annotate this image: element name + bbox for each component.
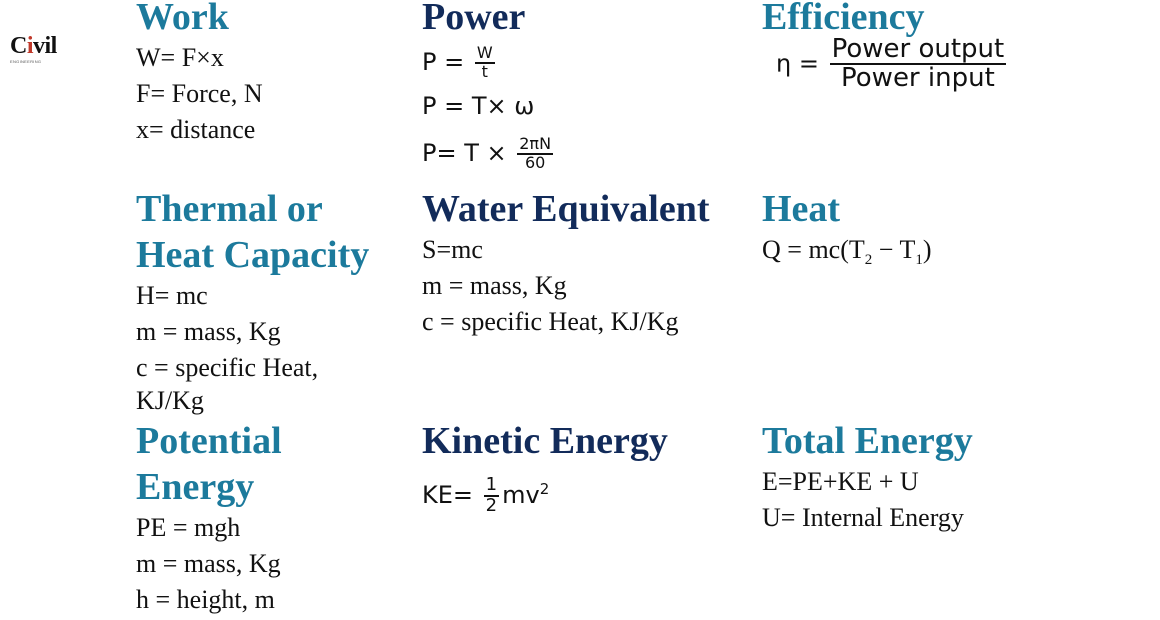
- logo-letter-i: i: [26, 33, 34, 59]
- power-formula-torque: P = T× ω: [422, 92, 535, 120]
- potential-mass-def: m = mass, Kg: [136, 549, 281, 578]
- thermal-capacity-section: [136, 186, 369, 416]
- efficiency-fraction: [830, 36, 1007, 93]
- kinetic-fraction-half: [484, 476, 499, 516]
- efficiency-title: Efficiency: [762, 0, 925, 38]
- kinetic-title: Kinetic Energy: [422, 420, 668, 462]
- potential-title-line1: Potential: [136, 420, 282, 462]
- heat-title: Heat: [762, 188, 841, 230]
- heat-section: [762, 186, 932, 278]
- heat-formula-mid: − T: [872, 235, 916, 264]
- power-formula-1-lhs: P =: [422, 48, 472, 76]
- power-formula-rpm: [422, 128, 556, 178]
- power-fraction-w-t: [475, 45, 495, 81]
- total-energy-title: Total Energy: [762, 420, 973, 462]
- power-formula-work-time: [422, 40, 556, 84]
- kinetic-formula: [422, 464, 668, 514]
- work-distance-def: x= distance: [136, 115, 256, 144]
- thermal-mass-def: m = mass, Kg: [136, 317, 281, 346]
- water-equivalent-section: [422, 186, 710, 340]
- heat-formula: [762, 232, 932, 278]
- power-formula-3-lhs: P= T ×: [422, 139, 515, 167]
- potential-height-def: h = height, m: [136, 585, 275, 614]
- efficiency-power-input: Power input: [841, 63, 995, 94]
- thermal-title-line2: Heat Capacity: [136, 234, 370, 276]
- potential-energy-section: [136, 418, 282, 618]
- power-fraction-denominator: t: [481, 62, 488, 81]
- total-energy-section: [762, 418, 973, 536]
- kinetic-exponent: 2: [539, 480, 550, 498]
- work-section: [136, 0, 263, 148]
- heat-subscript-2: 2: [864, 252, 873, 269]
- kinetic-fraction-numerator: 1: [485, 474, 498, 496]
- efficiency-lhs: η =: [776, 49, 827, 78]
- power-section: [422, 0, 556, 178]
- work-formula: W= F×x: [136, 43, 224, 72]
- efficiency-section: [762, 0, 1009, 93]
- kinetic-energy-section: [422, 418, 668, 514]
- power-fraction-2pin: 2πN: [519, 134, 552, 154]
- potential-formula: PE = mgh: [136, 513, 241, 542]
- logo-letter-c: C: [10, 33, 27, 59]
- kinetic-fraction-denominator: 2: [485, 495, 498, 516]
- heat-subscript-1: 1: [915, 252, 923, 269]
- water-equivalent-title: Water Equivalent: [422, 188, 710, 230]
- internal-energy-def: U= Internal Energy: [762, 503, 964, 532]
- water-formula: S=mc: [422, 235, 483, 264]
- total-energy-formula: E=PE+KE + U: [762, 467, 919, 496]
- thermal-specific-heat-def: c = specific Heat,: [136, 353, 319, 382]
- kinetic-lhs: KE=: [422, 481, 481, 509]
- water-mass-def: m = mass, Kg: [422, 271, 567, 300]
- power-fraction-60: 60: [524, 153, 546, 172]
- power-fraction-2pin-60: [517, 136, 553, 172]
- work-force-def: F= Force, N: [136, 79, 263, 108]
- water-specific-heat-def: c = specific Heat, KJ/Kg: [422, 307, 679, 336]
- thermal-title-line1: Thermal or: [136, 188, 323, 230]
- kinetic-mv: mv: [502, 481, 540, 509]
- civil-logo: [10, 34, 72, 68]
- efficiency-formula: [762, 36, 1009, 93]
- heat-formula-pre: Q = mc(T: [762, 235, 865, 264]
- potential-title-line2: Energy: [136, 466, 255, 508]
- power-title: Power: [422, 0, 526, 38]
- thermal-formula: H= mc: [136, 281, 208, 310]
- work-title: Work: [136, 0, 229, 38]
- logo-subtitle: ENGINEERING: [10, 59, 42, 64]
- heat-formula-post: ): [922, 235, 932, 264]
- thermal-specific-heat-unit: KJ/Kg: [136, 386, 204, 415]
- power-fraction-numerator: W: [476, 43, 493, 63]
- logo-wordmark: [10, 34, 72, 58]
- efficiency-power-output: Power output: [831, 34, 1005, 64]
- logo-letters-vil: vil: [33, 33, 57, 59]
